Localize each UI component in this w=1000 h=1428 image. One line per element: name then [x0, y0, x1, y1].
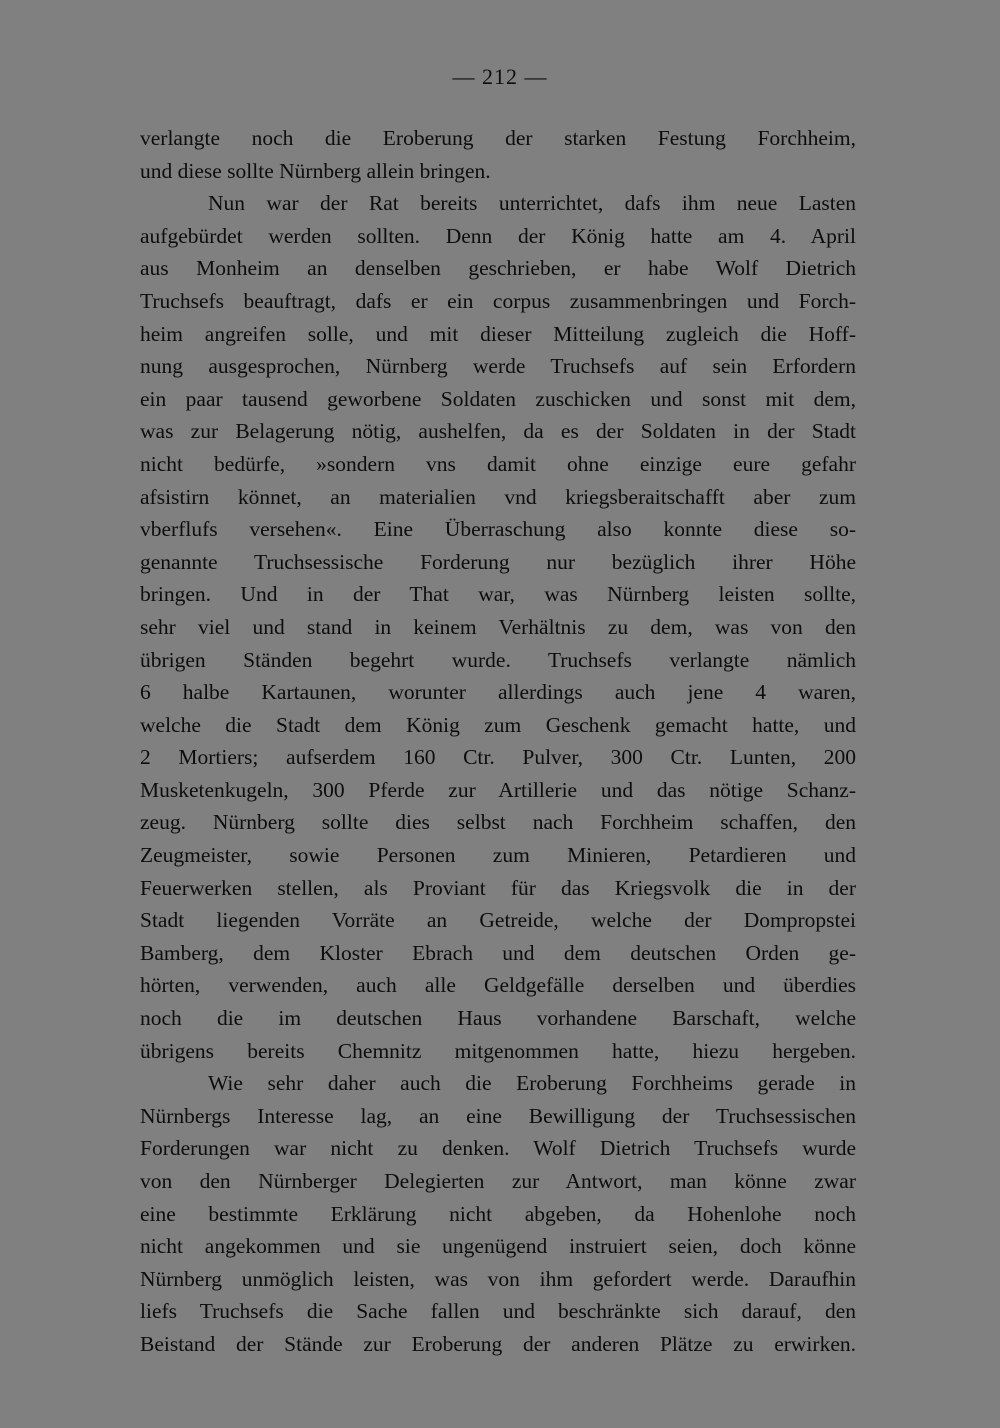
text-line: von den Nürnberger Delegierten zur Antwort, man könne zwar	[140, 1169, 856, 1193]
text-line: vberflufs versehen«. Eine Überraschung also konnte diese so-	[140, 517, 856, 542]
text-line: Truchsefs beauftragt, dafs er ein corpus zusammenbringen und Forch-	[140, 288, 856, 313]
text-line: übrigens bereits Chemnitz mitgenommen hatte, hiezu hergeben.	[140, 1038, 856, 1063]
text-line: Stadt liegenden Vorräte an Getreide, welche der Dompropstei	[140, 908, 856, 933]
text-line: nicht bedürfe, »sondern vns damit ohne einzige eure gefahr	[140, 451, 856, 476]
text-line: Bamberg, dem Kloster Ebrach und dem deutschen Orden ge-	[140, 940, 856, 965]
text-line: verlangte noch die Eroberung der starken Festung Forchheim,	[140, 126, 856, 150]
text-line: heim angreifen solle, und mit dieser Mitteilung zugleich die Hoff-	[140, 321, 856, 346]
body-text	[140, 122, 856, 1361]
text-line: eine bestimmte Erklärung nicht abgeben, da Hohenlohe noch	[140, 1201, 856, 1226]
text-line: und diese sollte Nürnberg allein bringen.	[140, 158, 491, 183]
text-line: ein paar tausend geworbene Soldaten zuschicken und sonst mit dem,	[140, 386, 856, 411]
text-line: 6 halbe Kartaunen, worunter allerdings auch jene 4 waren,	[140, 680, 856, 705]
text-line: noch die im deutschen Haus vorhandene Barschaft, welche	[140, 1006, 856, 1031]
text-line: welche die Stadt dem König zum Geschenk gemacht hatte, und	[140, 712, 856, 737]
text-line: Beistand der Stände zur Eroberung der anderen Plätze zu erwirken.	[140, 1331, 856, 1356]
text-line: zeug. Nürnberg sollte dies selbst nach Forchheim schaffen, den	[140, 810, 856, 835]
text-line: Zeugmeister, sowie Personen zum Minieren, Petardieren und	[140, 843, 856, 868]
text-line: was zur Belagerung nötig, aushelfen, da es der Soldaten in der Stadt	[140, 419, 856, 444]
text-line: übrigen Ständen begehrt wurde. Truchsefs verlangte nämlich	[140, 647, 856, 672]
text-line: aufgebürdet werden sollten. Denn der König hatte am 4. April	[140, 223, 856, 248]
text-line: nicht angekommen und sie ungenügend instruiert seien, doch könne	[140, 1234, 856, 1259]
text-line: Musketenkugeln, 300 Pferde zur Artillerie und das nötige Schanz-	[140, 777, 856, 802]
text-line: aus Monheim an denselben geschrieben, er habe Wolf Dietrich	[140, 256, 856, 281]
text-line: Feuerwerken stellen, als Proviant für das Kriegsvolk die in der	[140, 875, 856, 900]
text-line: bringen. Und in der That war, was Nürnberg leisten sollte,	[140, 582, 856, 607]
text-line: Wie sehr daher auch die Eroberung Forchheims gerade in	[208, 1071, 856, 1096]
text-line: Nürnberg unmöglich leisten, was von ihm gefordert werde. Daraufhin	[140, 1266, 856, 1291]
text-line: Forderungen war nicht zu denken. Wolf Dietrich Truchsefs wurde	[140, 1136, 856, 1161]
text-line: sehr viel und stand in keinem Verhältnis zu dem, was von den	[140, 614, 856, 639]
text-line: afsistirn könnet, an materialien vnd kriegsberaitschafft aber zum	[140, 484, 856, 509]
text-line: Nürnbergs Interesse lag, an eine Bewilligung der Truchsessischen	[140, 1103, 856, 1128]
text-line: hörten, verwenden, auch alle Geldgefälle derselben und überdies	[140, 973, 856, 998]
text-line: 2 Mortiers; aufserdem 160 Ctr. Pulver, 300 Ctr. Lunten, 200	[140, 745, 856, 770]
page-number: — 212 —	[452, 64, 548, 89]
text-line: genannte Truchsessische Forderung nur bezüglich ihrer Höhe	[140, 549, 856, 574]
text-line: nung ausgesprochen, Nürnberg werde Truchsefs auf sein Erfordern	[140, 354, 856, 379]
text-line: Nun war der Rat bereits unterrichtet, dafs ihm neue Lasten	[208, 191, 856, 216]
text-line: liefs Truchsefs die Sache fallen und beschränkte sich darauf, den	[140, 1299, 856, 1324]
